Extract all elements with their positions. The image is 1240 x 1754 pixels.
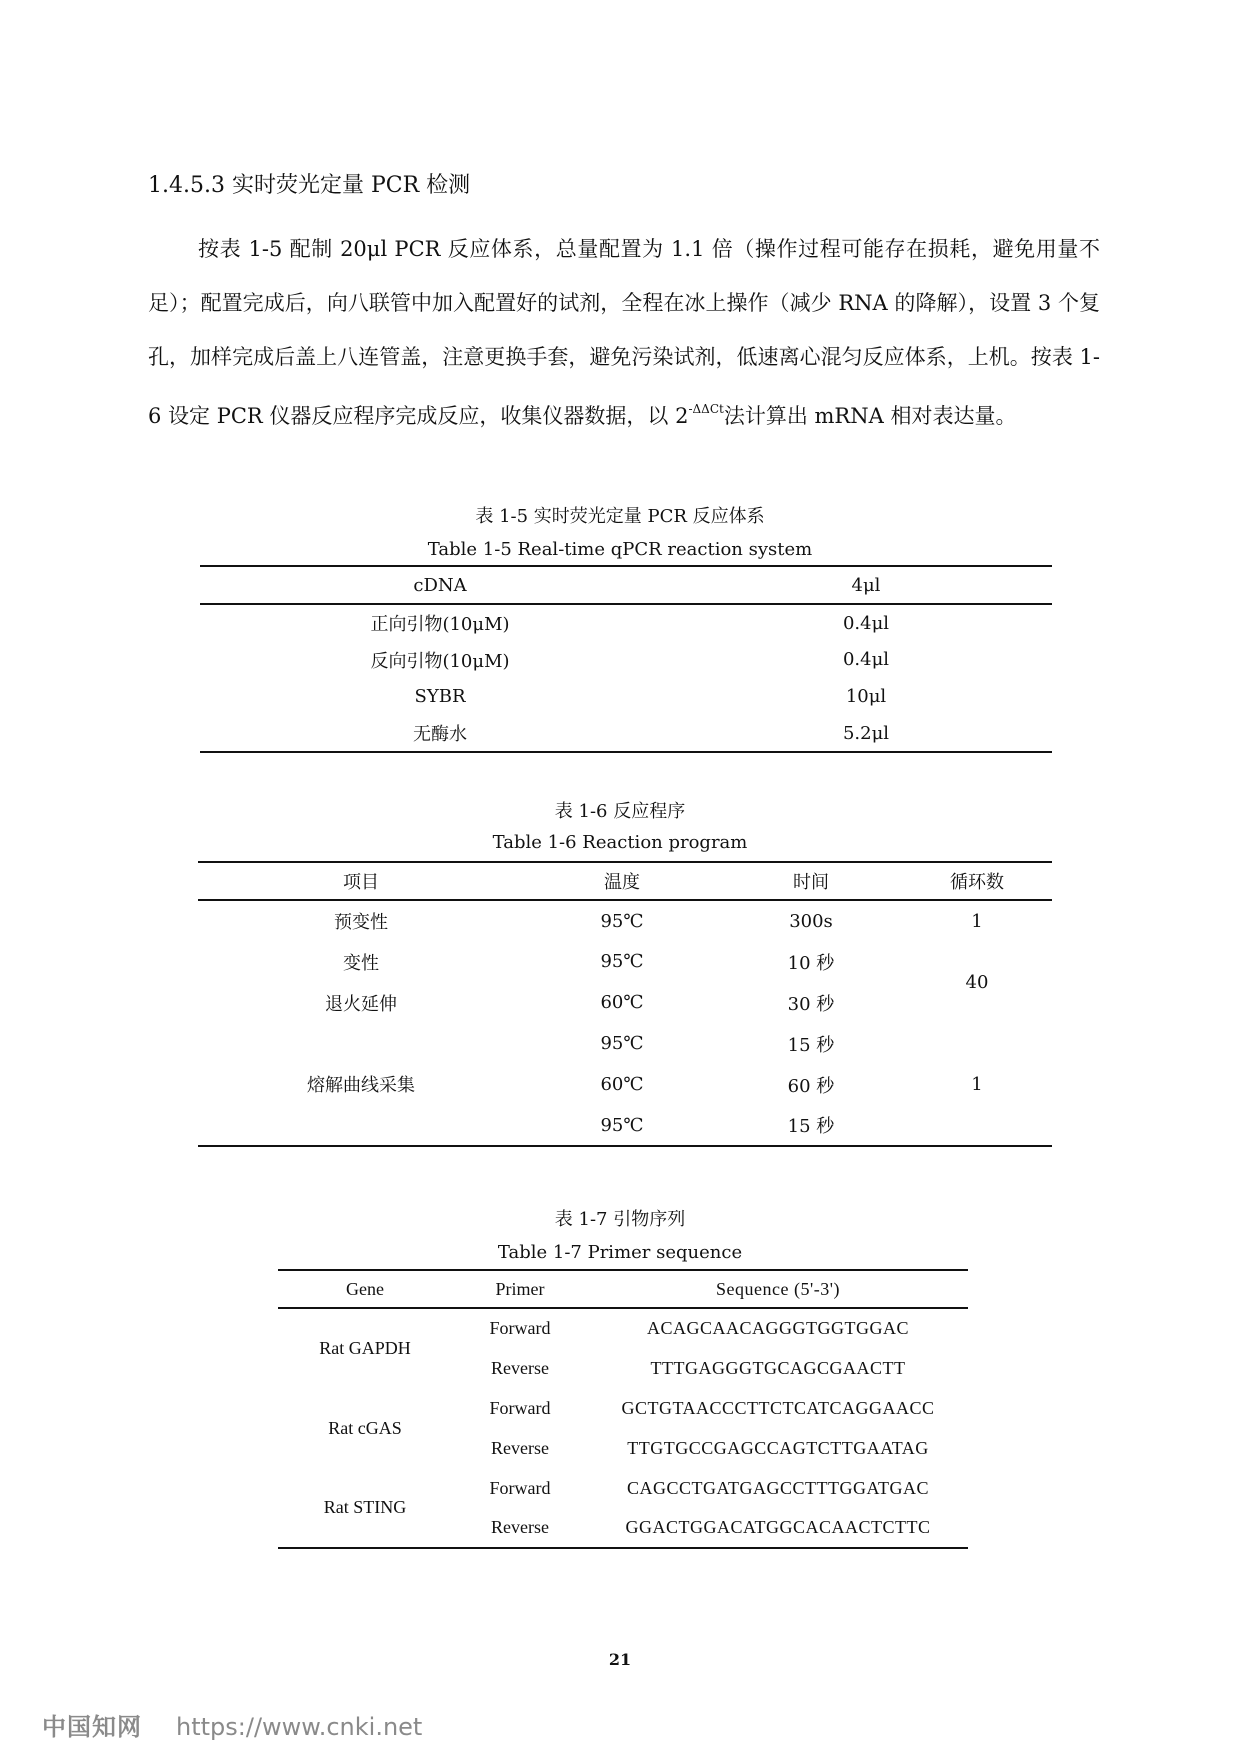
- table-header-cell: 时间: [720, 862, 902, 900]
- page-number: 21: [608, 1650, 632, 1669]
- section-heading: 1.4.5.3 实时荧光定量 PCR 检测: [148, 173, 471, 198]
- table-cell: 0.4μl: [842, 612, 890, 634]
- paragraph-superscript: -ΔΔCt: [688, 402, 724, 416]
- gene-cell: Rat cGAS: [328, 1417, 402, 1438]
- paragraph-text-end: 法计算出 mRNA 相对表达量。: [723, 404, 1017, 428]
- table-row: [278, 1468, 968, 1508]
- table-row: [200, 715, 1052, 752]
- cnki-brand-logo: 中国知网: [42, 1713, 142, 1741]
- table-1-6-caption-en: Table 1-6 Reaction program: [492, 832, 748, 853]
- table-cell: 1: [902, 1023, 1052, 1146]
- table-cell: 预变性: [334, 912, 388, 933]
- table-1-5: [200, 565, 1052, 753]
- table-cell: 4μl: [680, 566, 1052, 604]
- table-1-5-caption-en: Table 1-5 Real-time qPCR reaction system: [427, 539, 813, 560]
- primer-cell: Forward: [489, 1397, 551, 1418]
- table-row: [200, 641, 1052, 678]
- table-cell: 15 秒: [787, 1034, 835, 1056]
- table-cell: SYBR: [414, 686, 466, 707]
- table-cell: 10μl: [845, 686, 887, 707]
- table-row: [198, 1023, 1052, 1064]
- table-cell: 退火延伸: [325, 993, 397, 1015]
- table-cell: 95℃: [600, 910, 644, 932]
- table-cell: 30 秒: [787, 993, 835, 1015]
- table-cell: 正向引物(10μM): [370, 614, 510, 635]
- table-header-row: [278, 1270, 968, 1308]
- table-cell: 反向引物(10μM): [370, 650, 510, 672]
- table-cell: 无酶水: [200, 715, 680, 752]
- table-cell: 变性: [343, 952, 379, 974]
- table-cell: 300s: [789, 910, 833, 932]
- table-cell: 60 秒: [787, 1075, 835, 1097]
- table-cell: 10 秒: [787, 952, 835, 974]
- sequence-cell: CAGCCTGATGAGCCTTTGGATGAC: [626, 1477, 929, 1498]
- table-header-row: [198, 862, 1052, 900]
- table-header-cell: Sequence (5'-3'): [588, 1270, 968, 1308]
- table-cell: 40: [965, 971, 989, 993]
- table-1-6: [198, 861, 1052, 1147]
- paragraph-text: 按表 1-5 配制 20μl PCR 反应体系，总量配置为 1.1 倍（操作过程可能存在损耗，避免用量不足）；配置完成后，向八联管中加入配置好的试剂，全程在冰上操作（减少 RNA 的降解），设置 3 个复孔，加样完成后盖上八连管盖，注意更换手套，避免污染试剂，低速离心混匀反应体系，上机。按表 1-6 设定 PCR 仪器反应程序完成反应，收集仪器数据，以 2: [148, 237, 1100, 428]
- table-row: [278, 1388, 968, 1428]
- primer-cell: Forward: [489, 1477, 551, 1498]
- table-1-5-caption-cn: 表 1-5 实时荧光定量 PCR 反应体系: [475, 506, 765, 527]
- sequence-cell: ACAGCAACAGGGTGGTGGAC: [647, 1318, 909, 1338]
- primer-cell: Reverse: [491, 1357, 549, 1378]
- table-cell: 95℃: [600, 951, 644, 972]
- table-row: [198, 900, 1052, 941]
- table-cell: 0.4μl: [842, 649, 890, 670]
- table-header-cell: Primer: [452, 1270, 588, 1308]
- table-row: [278, 1308, 968, 1348]
- table-cell: 5.2μl: [680, 715, 1052, 752]
- sequence-cell: TTGTGCCGAGCCAGTCTTGAATAG: [627, 1437, 929, 1458]
- table-cell: cDNA: [200, 566, 680, 604]
- table-row: [198, 941, 1052, 982]
- sequence-cell: GGACTGGACATGGCACAACTCTTC: [588, 1508, 968, 1548]
- table-1-7: [278, 1269, 968, 1549]
- primer-cell: Reverse: [491, 1437, 549, 1458]
- table-cell: 15 秒: [720, 1105, 902, 1146]
- table-1-7-caption-en: Table 1-7 Primer sequence: [497, 1242, 743, 1263]
- table-header-cell: Gene: [278, 1270, 452, 1308]
- cnki-url-link[interactable]: https://www.cnki.net: [176, 1713, 423, 1741]
- gene-cell: Rat STING: [278, 1468, 452, 1548]
- gene-cell: Rat GAPDH: [319, 1338, 411, 1358]
- table-1-6-caption-cn: 表 1-6 反应程序: [554, 801, 686, 822]
- table-cell: 95℃: [600, 1033, 644, 1054]
- table-cell: 60℃: [600, 1074, 644, 1095]
- table-cell: 95℃: [524, 1105, 720, 1146]
- table-header-cell: 循环数: [902, 862, 1052, 900]
- table-header-cell: 温度: [524, 862, 720, 900]
- primer-cell: Reverse: [452, 1508, 588, 1548]
- table-row: [200, 678, 1052, 715]
- table-1-7-caption-cn: 表 1-7 引物序列: [554, 1209, 686, 1230]
- table-cell: 1: [971, 910, 983, 932]
- table-header-row: [200, 566, 1052, 604]
- table-cell: 60℃: [600, 992, 644, 1013]
- watermark-footer: [42, 1707, 422, 1742]
- sequence-cell: TTTGAGGGTGCAGCGAACTT: [650, 1357, 906, 1378]
- table-cell: 熔解曲线采集: [198, 1023, 524, 1146]
- table-header-cell: 项目: [198, 862, 524, 900]
- table-row: [200, 604, 1052, 641]
- sequence-cell: GCTGTAACCCTTCTCATCAGGAACC: [621, 1397, 935, 1418]
- primer-cell: Forward: [489, 1318, 551, 1338]
- body-paragraph: [148, 222, 1100, 443]
